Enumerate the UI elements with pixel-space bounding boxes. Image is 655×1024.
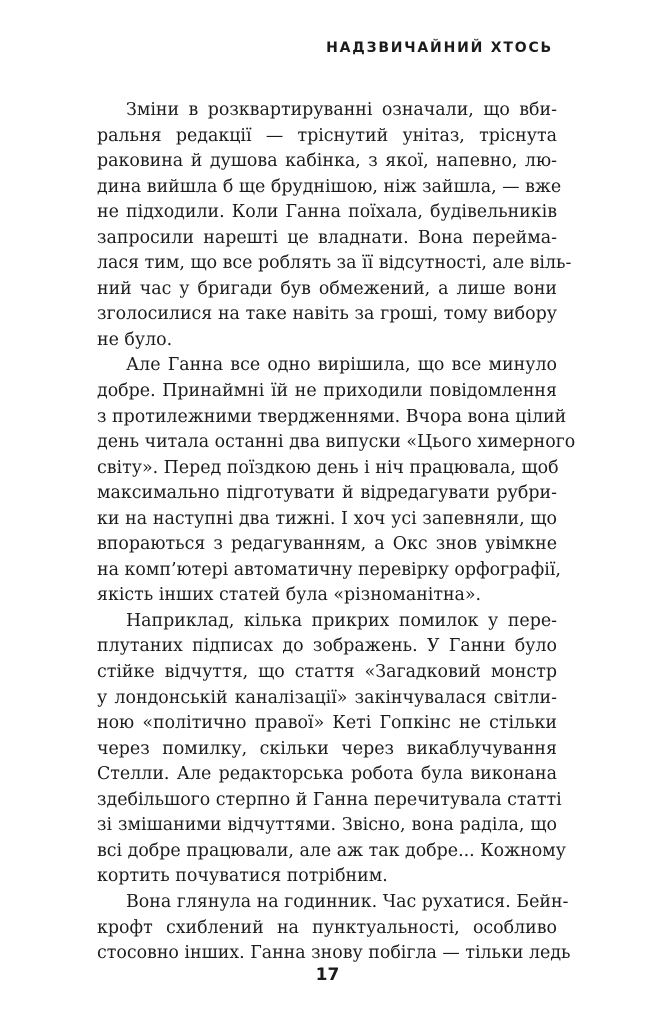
text-line: здебільшого стерпно й Ганна перечитувала статті	[97, 789, 562, 810]
text-line: Стелли. Але редакторська робота була виконана	[97, 764, 557, 785]
text-line: не підходили. Коли Ганна поїхала, будівельників	[97, 202, 557, 223]
text-line: через помилку, скільки через викаблучування	[97, 738, 557, 759]
paragraph	[97, 609, 566, 890]
text-line: кортить почуватися потрібним.	[97, 866, 388, 887]
text-line: максимально підготувати й відредагувати рубри-	[97, 483, 557, 504]
text-line: у лондонській каналізації» закінчувалася світли-	[97, 687, 557, 708]
paragraph	[97, 98, 572, 353]
text-line: впораються з редагуванням, а Окс знов увімкне	[97, 534, 557, 555]
text-line: раковина й душова кабінка, з якої, напевно, лю-	[97, 151, 557, 172]
text-line: зголосилися на таке навіть за гроші, тому вибору	[97, 304, 557, 325]
text-line: всі добре працювали, але аж так добре... Кожному	[97, 840, 566, 861]
text-line: ною «політично правої» Кеті Гопкінс не стільки	[97, 713, 557, 734]
text-line: ки на наступні два тижні. І хоч усі запевняли, що	[97, 508, 557, 529]
text-line: ний час у бригади був обмежений, а лише вони	[97, 278, 557, 299]
text-line: плутаних підписах до зображень. У Ганни було	[97, 636, 557, 657]
text-line: Але Ганна все одно вирішила, що все минуло	[126, 355, 557, 376]
text-line: ральня редакції — тріснутий унітаз, тріснута	[97, 125, 557, 146]
page-number: 17	[315, 965, 340, 985]
text-line: на комп’ютері автоматичну перевірку орфографії,	[97, 559, 561, 580]
body-text	[97, 98, 576, 967]
text-line: крофт схиблений на пунктуальності, особливо	[97, 917, 557, 938]
text-line: Вона глянула на годинник. Час рухатися. Бейн-	[126, 891, 569, 912]
text-line: добре. Принаймні їй не приходили повідомлення	[97, 381, 557, 402]
paragraph	[97, 353, 576, 608]
paragraph	[97, 890, 571, 967]
text-line: лася тим, що все роблять за її відсутності, але віль-	[97, 253, 572, 274]
text-line: зі змішаними відчуттями. Звісно, вона раділа, що	[97, 815, 557, 836]
text-line: якість інших статей була «різноманітна».	[97, 585, 482, 606]
text-line: стосовно інших. Ганна знову побігла — тільки ледь	[97, 943, 571, 964]
text-line: дина вийшла б ще бруднішою, ніж зайшла, — вже	[97, 176, 562, 197]
text-line: з протилежними твердженнями. Вчора вона цілий	[97, 406, 567, 427]
text-line: стійке відчуття, що стаття «Загадковий монстр	[97, 662, 557, 683]
running-header: НАДЗВИЧАЙНИЙ ХТОСЬ	[326, 40, 553, 56]
text-line: світу». Перед поїздкою день і ніч працювала, щоб	[97, 457, 559, 478]
text-line: запросили нарешті це владнати. Вона перейма-	[97, 227, 557, 248]
text-line: день читала останні два випуски «Цього химерного	[97, 432, 576, 453]
text-line: не було.	[97, 329, 173, 350]
text-line: Зміни в розквартируванні означали, що вби-	[126, 100, 557, 120]
text-line: Наприклад, кілька прикрих помилок у пере-	[126, 610, 557, 631]
